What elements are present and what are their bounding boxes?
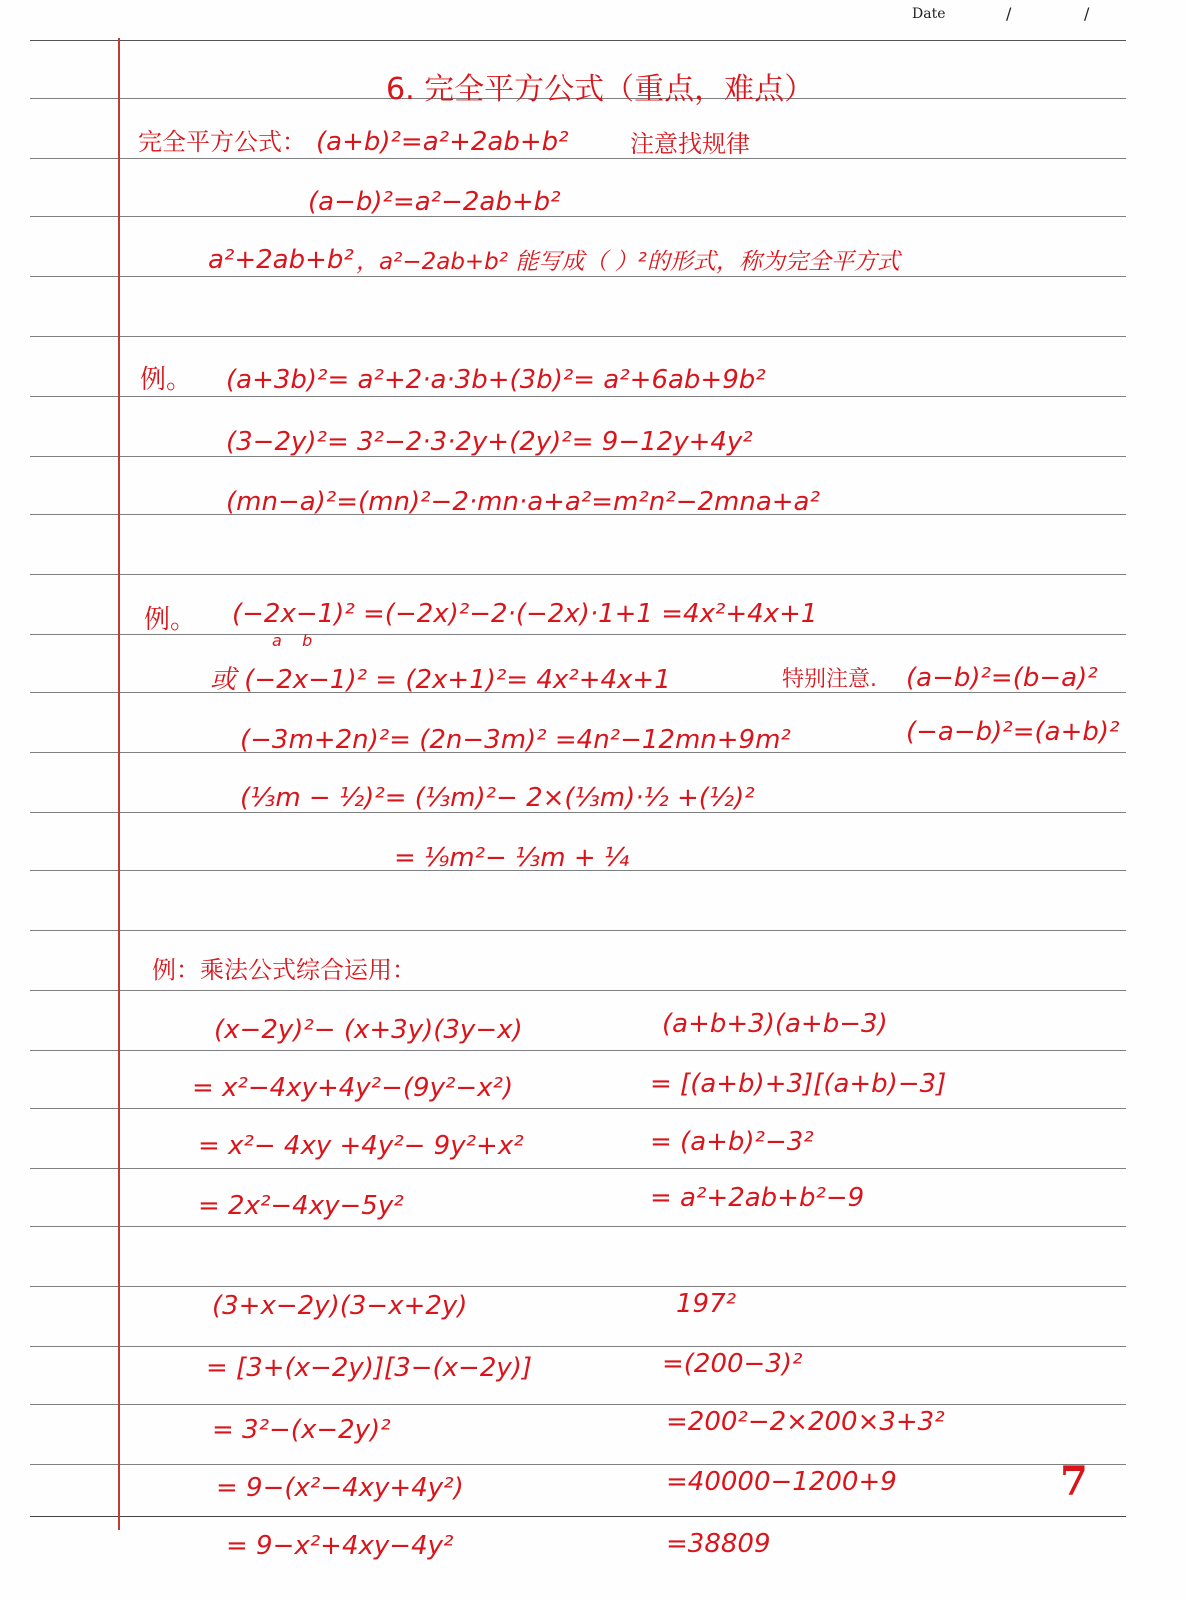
example4-right-line: 197² bbox=[676, 1289, 737, 1319]
formula-square-of-difference: (a−b)²=a²−2ab+b² bbox=[308, 187, 561, 217]
example4-right-line: =(200−3)² bbox=[662, 1349, 803, 1379]
example3-right-line: = a²+2ab+b²−9 bbox=[650, 1183, 865, 1213]
rule-line bbox=[30, 1346, 1126, 1347]
example4-right-line: =200²−2×200×3+3² bbox=[666, 1407, 945, 1437]
example3-right-line: (a+b+3)(a+b−3) bbox=[662, 1009, 888, 1039]
example1-line1: (a+3b)²= a²+2·a·3b+(3b)²= a²+6ab+9b² bbox=[226, 365, 766, 395]
rule-line bbox=[30, 1050, 1126, 1051]
example3-left-line: = 2x²−4xy−5y² bbox=[198, 1191, 404, 1221]
example4-left-line: = 9−(x²−4xy+4y²) bbox=[216, 1473, 464, 1503]
example3-right-line: = [(a+b)+3][(a+b)−3] bbox=[650, 1069, 947, 1099]
example2-ab-marks: a b bbox=[272, 631, 313, 650]
example3-left-line: = x²− 4xy +4y²− 9y²+x² bbox=[198, 1131, 524, 1161]
example3-label: 例：乘法公式综合运用： bbox=[152, 956, 416, 984]
rule-line bbox=[30, 930, 1126, 931]
rule-line bbox=[30, 574, 1126, 575]
note-find-pattern: 注意找规律 bbox=[630, 130, 750, 158]
rule-line bbox=[30, 158, 1126, 159]
example2-line5: = ⅑m²− ⅓m + ¼ bbox=[394, 843, 630, 873]
rule-line bbox=[30, 1464, 1126, 1465]
definition-label: 完全平方公式： bbox=[138, 128, 306, 156]
example2-line1: (−2x−1)² =(−2x)²−2·(−2x)·1+1 =4x²+4x+1 bbox=[232, 599, 818, 629]
perfect-square-def-a: a²+2ab+b² bbox=[208, 245, 354, 275]
special-note-label: 特别注意. bbox=[782, 667, 877, 692]
example1-line2: (3−2y)²= 3²−2·3·2y+(2y)²= 9−12y+4y² bbox=[226, 427, 753, 457]
margin-line bbox=[118, 38, 120, 1530]
example3-left-line: = x²−4xy+4y²−(9y²−x²) bbox=[192, 1073, 514, 1103]
example2-line3: (−3m+2n)²= (2n−3m)² =4n²−12mn+9m² bbox=[240, 725, 791, 755]
example2-line4: (⅓m − ½)²= (⅓m)²− 2×(⅓m)·½ +(½)² bbox=[240, 783, 755, 813]
formula-square-of-sum: (a+b)²=a²+2ab+b² bbox=[316, 127, 569, 157]
page-number: 7 bbox=[1060, 1458, 1088, 1505]
example4-right-line: =40000−1200+9 bbox=[666, 1467, 897, 1497]
rule-line bbox=[30, 336, 1126, 337]
rule-line bbox=[30, 1286, 1126, 1287]
example4-left-line: = [3+(x−2y)][3−(x−2y)] bbox=[206, 1353, 533, 1383]
perfect-square-def-b: ，a²−2ab+b² 能写成（ ）²的形式，称为完全平方式 bbox=[356, 249, 900, 275]
example-label: 例。 bbox=[140, 365, 193, 395]
example2-line2: 或 (−2x−1)² = (2x+1)²= 4x²+4x+1 bbox=[210, 665, 671, 695]
rule-line bbox=[30, 1226, 1126, 1227]
date-label: Date bbox=[912, 6, 946, 22]
rule-line bbox=[30, 396, 1126, 397]
rule-line bbox=[30, 1108, 1126, 1109]
rule-line bbox=[30, 40, 1126, 41]
rule-line bbox=[30, 1168, 1126, 1169]
example4-left-line: (3+x−2y)(3−x+2y) bbox=[212, 1291, 468, 1321]
example-label: 例。 bbox=[144, 605, 197, 635]
date-slash: / bbox=[1084, 4, 1090, 23]
example3-right-line: = (a+b)²−3² bbox=[650, 1127, 814, 1157]
example3-left-line: (x−2y)²− (x+3y)(3y−x) bbox=[214, 1015, 523, 1045]
example4-right-line: =38809 bbox=[666, 1529, 771, 1559]
special-note-identity-1: (a−b)²=(b−a)² bbox=[906, 663, 1098, 693]
rule-line bbox=[30, 216, 1126, 217]
example4-left-line: = 9−x²+4xy−4y² bbox=[226, 1531, 454, 1561]
special-note-identity-2: (−a−b)²=(a+b)² bbox=[906, 717, 1120, 747]
rule-line bbox=[30, 1516, 1126, 1517]
rule-line bbox=[30, 1404, 1126, 1405]
page-title: 6. 完全平方公式（重点，难点） bbox=[386, 72, 815, 107]
example4-left-line: = 3²−(x−2y)² bbox=[212, 1415, 391, 1445]
date-slash: / bbox=[1006, 4, 1012, 23]
example1-line3: (mn−a)²=(mn)²−2·mn·a+a²=m²n²−2mna+a² bbox=[226, 487, 820, 517]
rule-line bbox=[30, 990, 1126, 991]
